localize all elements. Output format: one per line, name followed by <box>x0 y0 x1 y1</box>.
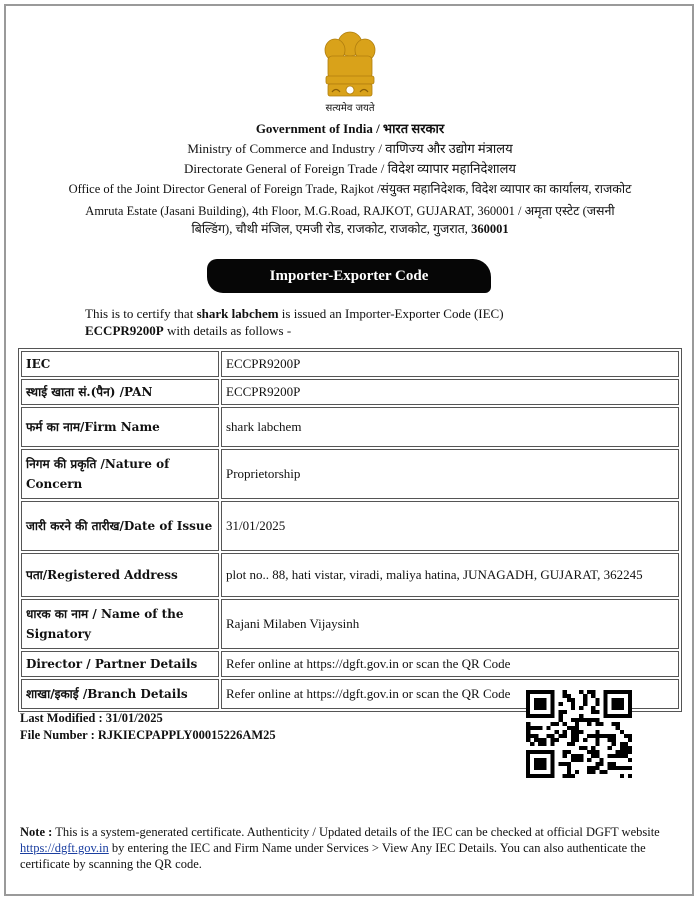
last-modified <box>20 710 276 727</box>
row-value: ECCPR9200P <box>221 351 679 377</box>
row-value: Refer online at https://dgft.gov.in or scan the QR Code <box>221 679 679 709</box>
office-address-en: Amruta Estate (Jasani Building), 4th Floor, M.G.Road, RAJKOT, GUJARAT, 360001 <box>85 204 515 218</box>
table-row <box>21 501 679 551</box>
dgft-website-link[interactable]: https://dgft.gov.in <box>20 841 109 855</box>
office-pincode: 360001 <box>471 222 509 236</box>
row-value: ECCPR9200P <box>221 379 679 405</box>
file-number <box>20 727 276 744</box>
note-text-2: by entering the IEC and Firm Name under Services > View Any IEC Details. You can also authenticate the certificate by scanning the QR code. <box>20 841 646 871</box>
row-value: 31/01/2025 <box>221 501 679 551</box>
certification-statement <box>85 305 605 339</box>
row-label: Director / Partner Details <box>21 651 219 677</box>
footer-note <box>20 824 680 872</box>
row-label: शाखा/इकाई /Branch Details <box>21 679 219 709</box>
file-number-label: File Number : <box>20 728 95 742</box>
table-row <box>21 449 679 499</box>
table-row <box>21 553 679 597</box>
ministry-heading: Ministry of Commerce and Industry / वाणिज्य और उद्योग मंत्रालय <box>187 141 513 156</box>
government-heading: Government of India / भारत सरकार <box>255 121 445 136</box>
office-heading: Office of the Joint Director General of Foreign Trade, Rajkot /संयुक्त महानिदेशक, विदेश व्यापार का कार्यालय, राजकोट <box>68 182 632 196</box>
row-label: धारक का नाम / Name of the Signatory <box>21 599 219 649</box>
row-label: स्थाई खाता सं.(पैन) /PAN <box>21 379 219 405</box>
certify-prefix: This is to certify that <box>85 306 194 321</box>
row-value: Rajani Milaben Vijaysinh <box>221 599 679 649</box>
row-label: निगम की प्रकृति /Nature of Concern <box>21 449 219 499</box>
certify-firm: shark labchem <box>196 306 279 321</box>
certificate-title: Importer-Exporter Code <box>207 259 491 293</box>
emblem-motto: सत्यमेव जयते <box>325 103 375 114</box>
certify-middle: is issued an Importer-Exporter Code (IEC) <box>281 306 504 321</box>
row-label: पता/Registered Address <box>21 553 219 597</box>
row-value: shark labchem <box>221 407 679 447</box>
row-label: जारी करने की तारीख/Date of Issue <box>21 501 219 551</box>
table-row <box>21 599 679 649</box>
note-label: Note : <box>20 825 53 839</box>
row-value: Proprietorship <box>221 449 679 499</box>
office-address-hi-2: बिल्डिंग), चौथी मंजिल, एमजी रोड, राजकोट, राजकोट, गुजरात, <box>191 222 468 236</box>
note-text-1: This is a system-generated certificate. Authenticity / Updated details of the IEC can be checked at official DGFT website <box>55 825 660 839</box>
certify-suffix: with details as follows - <box>166 323 292 338</box>
iec-details-table <box>18 348 682 712</box>
certify-iec: ECCPR9200P <box>85 323 164 338</box>
row-label: फर्म का नाम/Firm Name <box>21 407 219 447</box>
last-modified-label: Last Modified : <box>20 711 103 725</box>
row-value: plot no.. 88, hati vistar, viradi, maliya hatina, JUNAGADH, GUJARAT, 362245 <box>221 553 679 597</box>
table-row <box>21 407 679 447</box>
table-row <box>21 351 679 377</box>
row-value: Refer online at https://dgft.gov.in or scan the QR Code <box>221 651 679 677</box>
office-address-line2 <box>10 220 690 238</box>
table-row <box>21 651 679 677</box>
directorate-heading: Directorate General of Foreign Trade / विदेश व्यापार महानिदेशालय <box>184 161 516 176</box>
table-row <box>21 379 679 405</box>
file-number-value: RJKIECPAPPLY00015226AM25 <box>97 728 276 742</box>
qr-code-icon <box>526 690 632 778</box>
office-address <box>10 202 690 220</box>
row-label: IEC <box>21 351 219 377</box>
last-modified-value: 31/01/2025 <box>105 711 163 725</box>
office-address-hi-1: / अमृता एस्टेट (जसनी <box>518 204 615 218</box>
certificate-meta <box>20 710 276 744</box>
